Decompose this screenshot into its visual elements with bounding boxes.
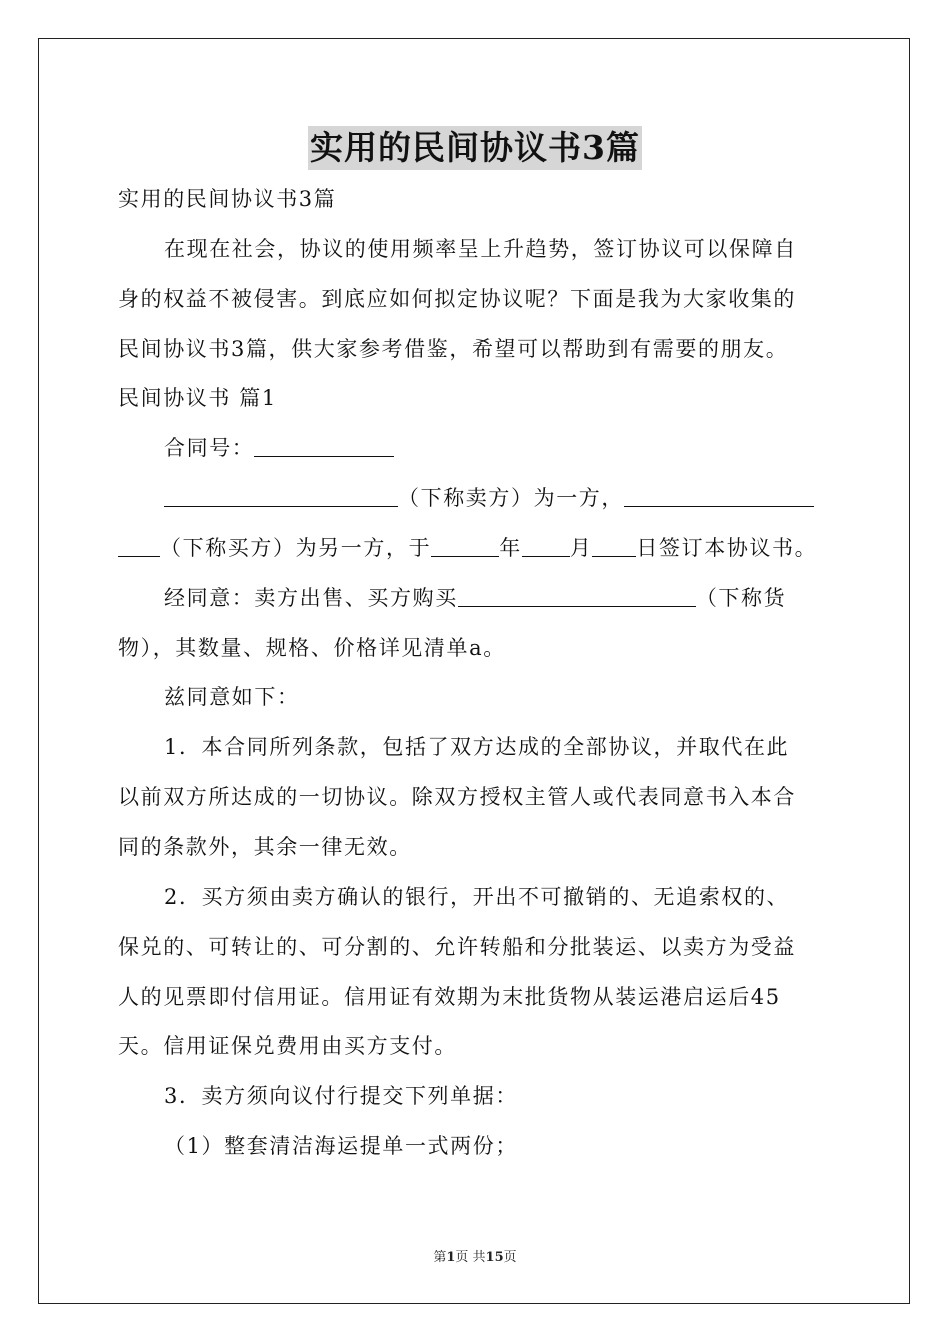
page-footer (0, 1246, 950, 1265)
seller-text: （下称卖方）为一方， (398, 486, 624, 510)
seller-blank[interactable] (164, 486, 398, 507)
buyer-blank-start[interactable] (624, 486, 814, 507)
goods-line: 物），其数量、规格、价格详见清单a。 (118, 636, 506, 660)
clause-line-7: 天。信用证保兑费用由买方支付。 (118, 1034, 457, 1058)
page-total: 15 (485, 1250, 504, 1265)
clause-line-4: 2．买方须由卖方确认的银行，开出不可撤销的、无追索权的、 (164, 885, 790, 909)
page-suffix: 页 (503, 1250, 517, 1265)
buyer-line (118, 533, 817, 563)
month-blank[interactable] (522, 536, 570, 557)
agree-line (164, 583, 786, 613)
seller-line (164, 483, 814, 513)
document-subtitle: 实用的民间协议书3篇 (118, 187, 337, 211)
intro-line-2: 身的权益不被侵害。到底应如何拟定协议呢？下面是我为大家收集的 (118, 287, 796, 311)
buyer-text: （下称买方）为另一方，于 (160, 536, 432, 560)
intro-line-1: 在现在社会，协议的使用频率呈上升趋势，签订协议可以保障自 (164, 237, 797, 261)
section-heading: 民间协议书 篇1 (118, 386, 277, 410)
title-container (0, 126, 950, 170)
buyer-blank-end[interactable] (118, 536, 160, 557)
clause-line-5: 保兑的、可转让的、可分割的、允许转船和分批装运、以卖方为受益 (118, 935, 796, 959)
agree-prefix: 经同意：卖方出售、买方购买 (164, 586, 458, 610)
clause-line-1: 1．本合同所列条款，包括了双方达成的全部协议，并取代在此 (164, 735, 790, 759)
clause-line-6: 人的见票即付信用证。信用证有效期为末批货物从装运港启运后45 (118, 985, 781, 1009)
page-border (38, 38, 910, 1304)
contract-no-label: 合同号： (164, 436, 255, 460)
goods-blank[interactable] (458, 586, 696, 607)
intro-line-3: 民间协议书3篇，供大家参考借鉴，希望可以帮助到有需要的朋友。 (118, 337, 789, 361)
clause-line-2: 以前双方所达成的一切协议。除双方授权主管人或代表同意书入本合 (118, 785, 796, 809)
agree-suffix: （下称货 (695, 586, 787, 610)
day-blank[interactable] (592, 536, 636, 557)
clause-line-9: （1）整套清洁海运提单一式两份； (164, 1134, 518, 1158)
contract-no-blank[interactable] (254, 436, 394, 457)
clause-line-3: 同的条款外，其余一律无效。 (118, 835, 412, 859)
sign-text: 日签订本协议书。 (636, 536, 818, 560)
hereby-line: 兹同意如下： (164, 685, 300, 709)
page-prefix: 第 (433, 1250, 447, 1265)
page-mid: 页 共 (455, 1250, 486, 1265)
year-blank[interactable] (431, 536, 499, 557)
page-number: 1 (446, 1250, 456, 1265)
month-label: 月 (569, 536, 593, 560)
year-label: 年 (499, 536, 522, 560)
contract-no-line (164, 433, 394, 463)
clause-line-8: 3．卖方须向议付行提交下列单据： (164, 1084, 518, 1108)
document-title: 实用的民间协议书3篇 (308, 126, 642, 170)
